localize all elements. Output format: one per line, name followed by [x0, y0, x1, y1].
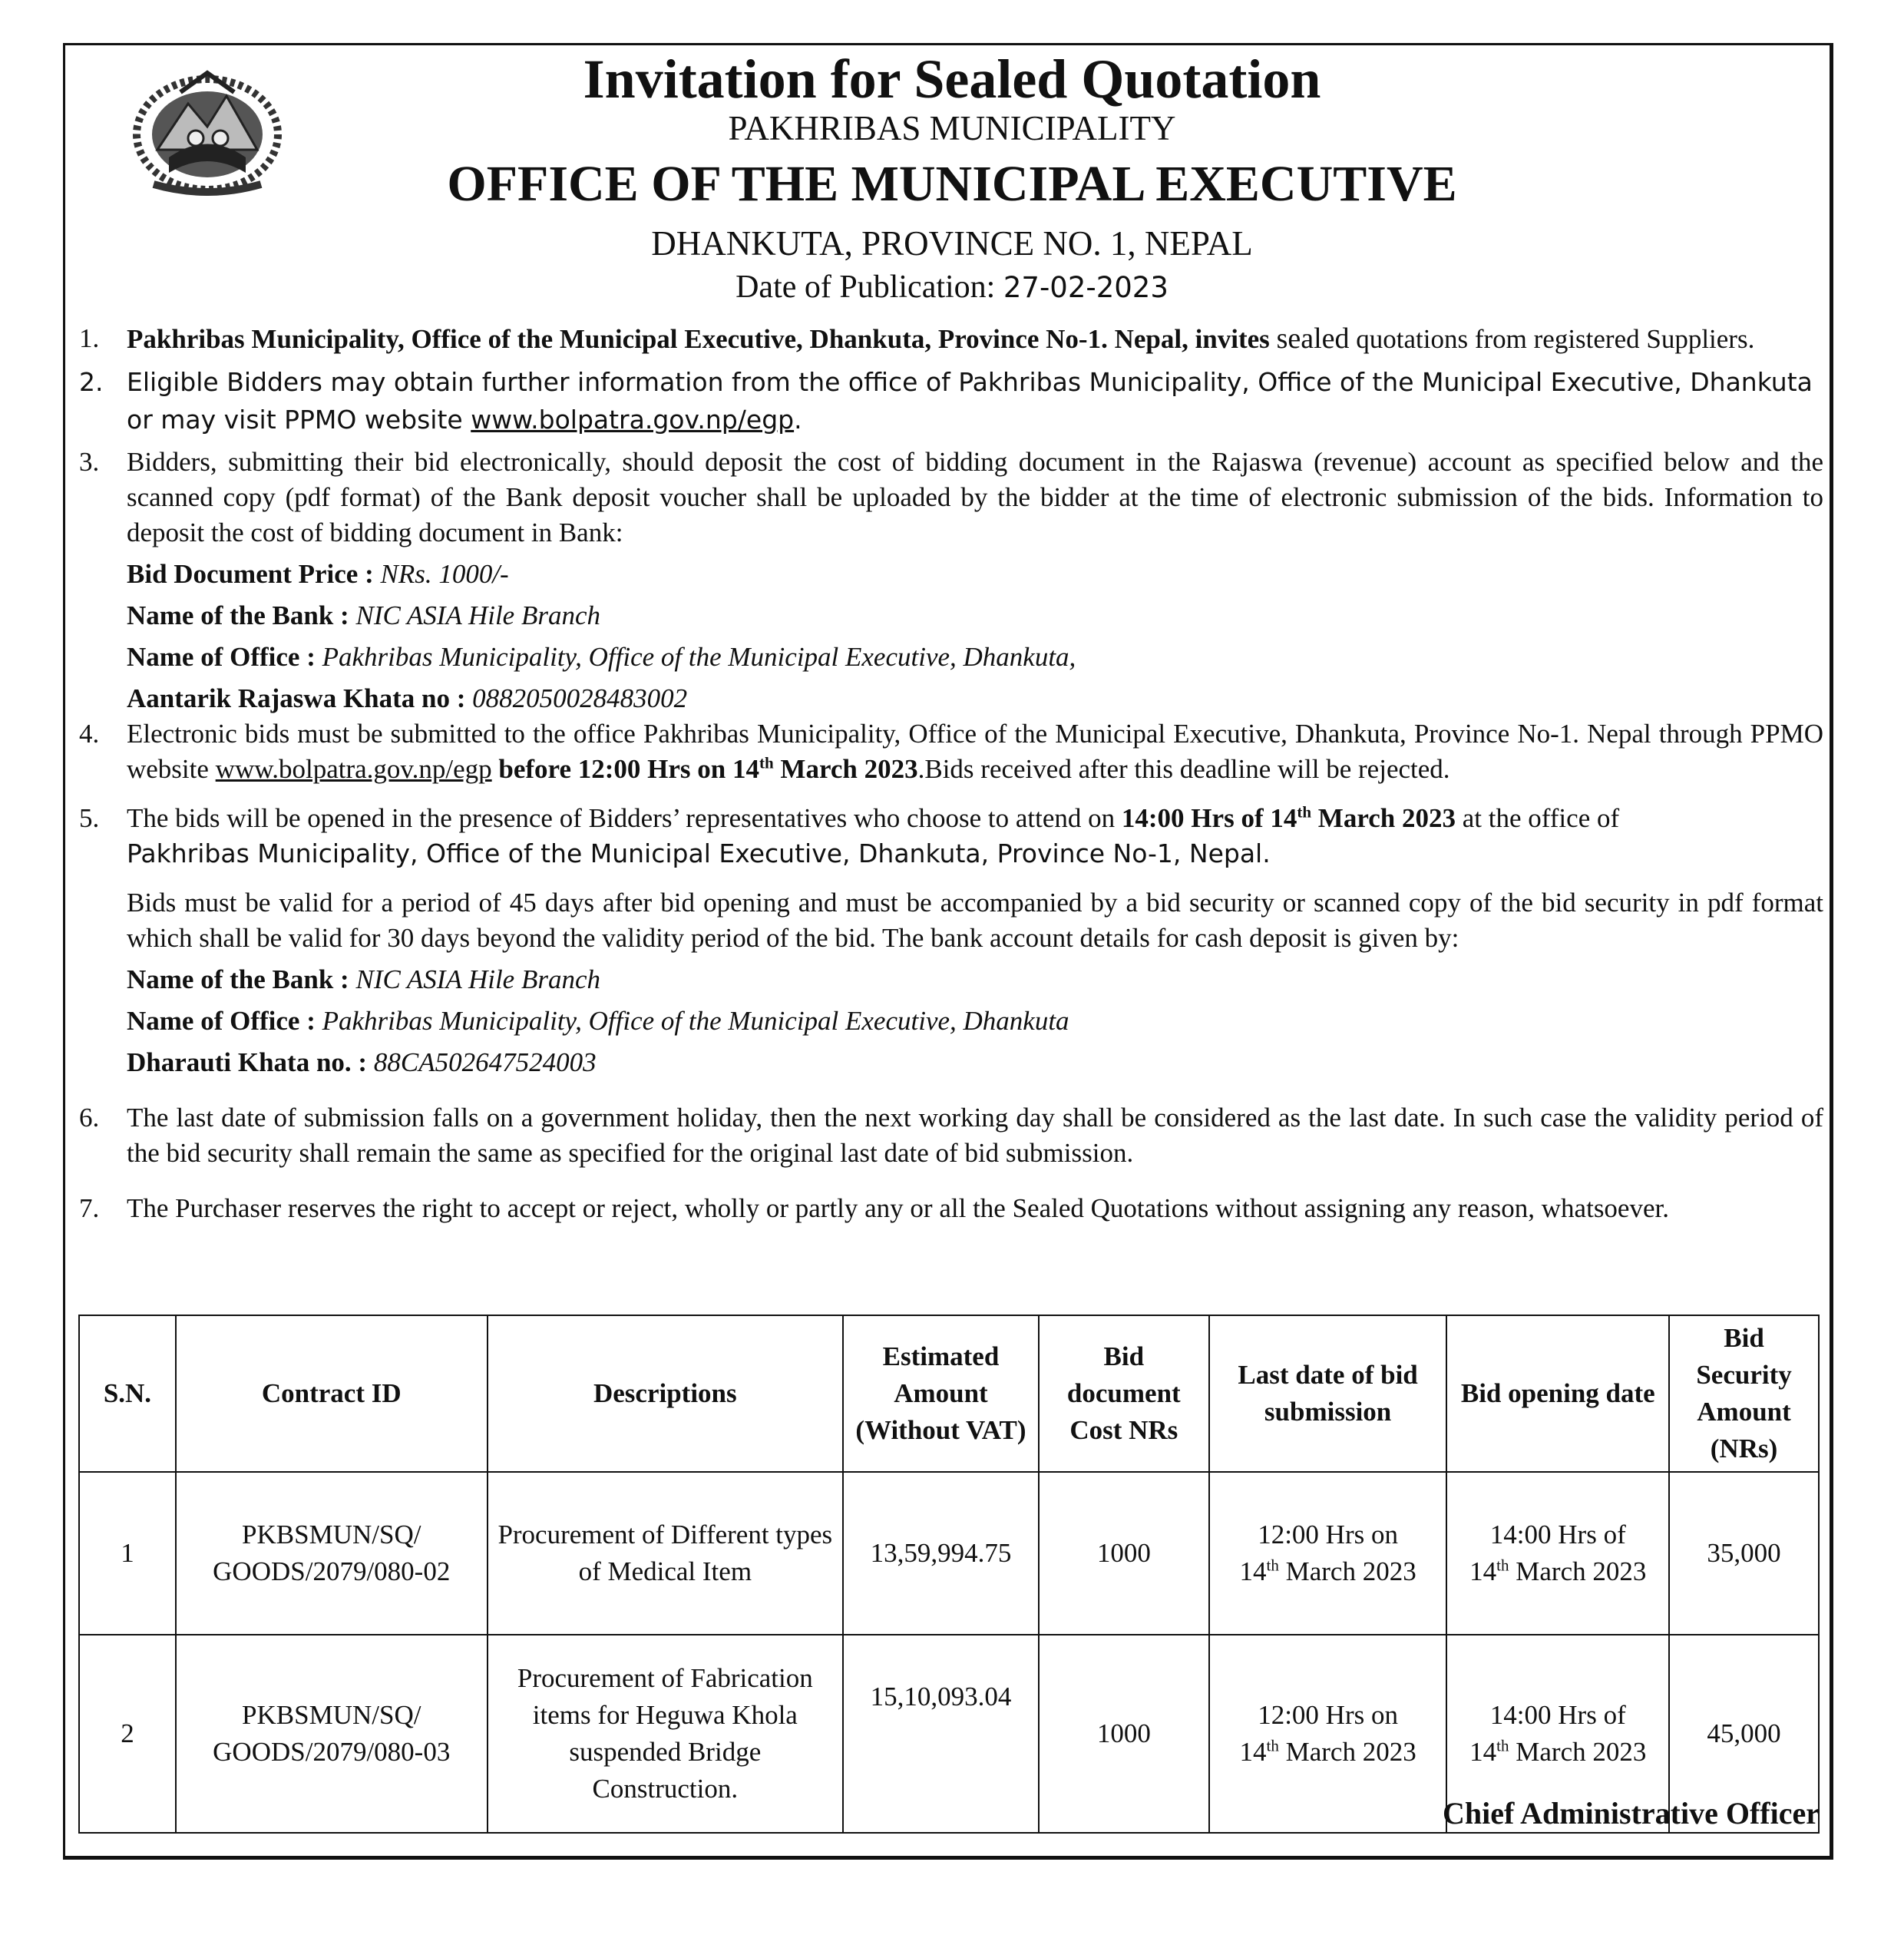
signatory-title: Chief Administrative Officer — [1443, 1796, 1820, 1831]
cell-amount: 15,10,093.04 — [843, 1635, 1039, 1833]
header-bid-opening-date: Bid opening date — [1446, 1315, 1669, 1472]
cell-security: 35,000 — [1669, 1472, 1819, 1635]
header-descriptions: Descriptions — [488, 1315, 843, 1472]
bank-name — [127, 598, 1823, 633]
clause-2-end: . — [794, 405, 802, 435]
cell-text: 14:00 Hrs of — [1489, 1520, 1626, 1549]
field-value: NIC ASIA Hile Branch — [355, 964, 601, 994]
cell-sn: 1 — [79, 1472, 176, 1635]
header-sn: S.N. — [79, 1315, 176, 1472]
header-contract-id: Contract ID — [176, 1315, 488, 1472]
header-estimated-amount: Estimated Amount (Without VAT) — [843, 1315, 1039, 1472]
clause-number: 3. — [79, 447, 100, 477]
field-value: NRs. 1000/- — [380, 559, 509, 589]
clause-number: 4. — [79, 719, 100, 749]
clause-6-text: The last date of submission falls on a government holiday, then the next working day shall be considered as the last date. In such case the validity period of the bid security shall remain the same as specified for the original last date of bid submission. — [127, 1103, 1823, 1168]
deadline-month: March 2023 — [773, 754, 918, 784]
field-value: 0882050028483002 — [472, 683, 688, 713]
publication-date-value: 27-02-2023 — [1003, 271, 1169, 304]
clause-number: 7. — [79, 1193, 100, 1223]
clause-1 — [73, 321, 1823, 357]
deadline-text: before 12:00 Hrs on 14 — [498, 754, 759, 784]
clause-number: 2. — [79, 367, 104, 397]
clause-5 — [73, 801, 1823, 871]
cell-opening-date — [1446, 1472, 1669, 1635]
table-header-row — [79, 1315, 1819, 1472]
bid-validity-text: Bids must be valid for a period of 45 days after bid opening and must be accompanied by a bid security or scanned copy of the bid security in pdf format which shall be valid for 30 days beyond the validity period of the bid. The bank account details for cash deposit is given by: — [127, 888, 1823, 953]
clause-number: 5. — [79, 803, 100, 833]
cell-doc-cost: 1000 — [1039, 1635, 1209, 1833]
field-label: Name of the Bank : — [127, 964, 349, 994]
field-label: Bid Document Price : — [127, 559, 374, 589]
office-name: OFFICE OF THE MUNICIPAL EXECUTIVE — [447, 156, 1457, 212]
cell-contract-id: PKBSMUN/SQ/ GOODS/2079/080-02 — [176, 1472, 488, 1635]
cell-amount: 13,59,994.75 — [843, 1472, 1039, 1635]
cell-text: 12:00 Hrs on — [1258, 1700, 1398, 1730]
cell-text: 14 — [1239, 1556, 1267, 1586]
cell-doc-cost: 1000 — [1039, 1472, 1209, 1635]
cell-text: March 2023 — [1509, 1737, 1647, 1767]
clause-5-text: The bids will be opened in the presence of Bidders’ representatives who choose to attend on — [127, 803, 1116, 833]
quotation-table — [78, 1315, 1820, 1834]
office-address: DHANKUTA, PROVINCE NO. 1, NEPAL — [651, 224, 1253, 263]
bid-document-price — [127, 557, 1823, 592]
ordinal-suffix: th — [1297, 802, 1312, 822]
ppmo-website-link[interactable]: www.bolpatra.gov.np/egp — [215, 754, 492, 784]
municipality-name: PAKHRIBAS MUNICIPALITY — [728, 109, 1176, 147]
clause-7-text: The Purchaser reserves the right to accept or reject, wholly or partly any or all the Sealed Quotations without assigning any reason, whatsoever. — [127, 1193, 1669, 1223]
cell-text: March 2023 — [1278, 1556, 1416, 1586]
field-label: Name of Office : — [127, 1006, 316, 1036]
field-label: Name of the Bank : — [127, 600, 349, 630]
ordinal-suffix: th — [1266, 1736, 1279, 1755]
publication-date-label: Date of Publication: — [735, 270, 996, 305]
clause-4 — [73, 716, 1823, 787]
cell-sn: 2 — [79, 1635, 176, 1833]
security-bank-name — [127, 962, 1823, 997]
notice-title: Invitation for Sealed Quotation — [583, 48, 1321, 110]
cell-last-date — [1209, 1472, 1447, 1635]
clause-1-text: quotations from registered Suppliers. — [1356, 324, 1755, 354]
clause-4-rest: .Bids received after this deadline will be rejected. — [917, 754, 1450, 784]
clause-3 — [73, 445, 1823, 551]
cell-text: 12:00 Hrs on — [1258, 1520, 1398, 1549]
office-name-field — [127, 640, 1823, 675]
clause-6 — [73, 1100, 1823, 1171]
header-bid-security: Bid Security Amount (NRs) — [1669, 1315, 1819, 1472]
cell-contract-id: PKBSMUN/SQ/ GOODS/2079/080-03 — [176, 1635, 488, 1833]
header-last-date: Last date of bid submission — [1209, 1315, 1447, 1472]
cell-text: March 2023 — [1278, 1737, 1416, 1767]
clause-5-venue: Pakhribas Municipality, Office of the Municipal Executive, Dhankuta, Province No-1, Nepal. — [127, 838, 1271, 868]
ordinal-suffix: th — [759, 753, 774, 772]
header-bid-document-cost: Bid document Cost NRs — [1039, 1315, 1209, 1472]
security-office-name — [127, 1004, 1823, 1039]
cell-description: Procurement of Fabrication items for Heguwa Khola suspended Bridge Construction. — [488, 1635, 843, 1833]
cell-text: March 2023 — [1509, 1556, 1647, 1586]
revenue-account-number — [127, 681, 1823, 716]
clause-7 — [73, 1191, 1823, 1226]
cell-text: 14 — [1469, 1556, 1497, 1586]
clause-number: 1. — [79, 323, 100, 353]
bid-opening-time — [1122, 803, 1456, 833]
cell-security: 45,000 — [1669, 1635, 1819, 1833]
cell-description: Procurement of Different types of Medical Item — [488, 1472, 843, 1635]
submission-deadline — [498, 754, 917, 784]
clause-3-text: Bidders, submitting their bid electronically, should deposit the cost of bidding document in the Rajaswa (revenue) account as specified below and the scanned copy (pdf format) of the Bank deposit voucher shall be uploaded by the bidder at the time of electronic submission of the bids. Information to deposit the cost of bidding document in Bank: — [127, 447, 1823, 547]
ordinal-suffix: th — [1496, 1736, 1509, 1755]
field-label: Dharauti Khata no. : — [127, 1047, 368, 1077]
field-value: Pakhribas Municipality, Office of the Municipal Executive, Dhankuta — [322, 1006, 1069, 1036]
clause-2 — [73, 363, 1823, 438]
field-value: 88CA502647524003 — [373, 1047, 597, 1077]
clause-2-text: Eligible Bidders may obtain further information from the office of Pakhribas Municipality, Office of the Municipal Executive, Dhankuta or may visit PPMO website — [127, 367, 1813, 435]
cell-text: 14 — [1239, 1737, 1267, 1767]
notice-body — [73, 321, 1823, 1226]
field-value: Pakhribas Municipality, Office of the Municipal Executive, Dhankuta, — [322, 642, 1076, 672]
opening-time-text: 14:00 Hrs of 14 — [1121, 803, 1297, 833]
ppmo-website-link[interactable]: www.bolpatra.gov.np/egp — [471, 405, 795, 435]
field-value: NIC ASIA Hile Branch — [355, 600, 601, 630]
table-row — [79, 1472, 1819, 1635]
clause-1-bold: Pakhribas Municipality, Office of the Municipal Executive, Dhankuta, Province No-1. Nepal, invites — [127, 324, 1270, 354]
cell-text: 14 — [1469, 1737, 1497, 1767]
clause-1-word: sealed — [1276, 322, 1350, 355]
deposit-account-number — [127, 1045, 1823, 1080]
cell-text: 14:00 Hrs of — [1489, 1700, 1626, 1730]
field-label: Aantarik Rajaswa Khata no : — [127, 683, 466, 713]
clause-number: 6. — [79, 1103, 100, 1133]
publication-date — [0, 267, 1904, 308]
opening-month: March 2023 — [1311, 803, 1456, 833]
field-label: Name of Office : — [127, 642, 316, 672]
cell-last-date — [1209, 1635, 1447, 1833]
clause-5-text-b: at the office of — [1462, 803, 1620, 833]
ordinal-suffix: th — [1266, 1556, 1279, 1575]
ordinal-suffix: th — [1496, 1556, 1509, 1575]
clause-4-text: Electronic bids must be submitted to the office Pakhribas Municipality, Office of the Municipal Executive, Dhankuta, Province No-1. Nepal through PPMO website — [127, 719, 1823, 784]
